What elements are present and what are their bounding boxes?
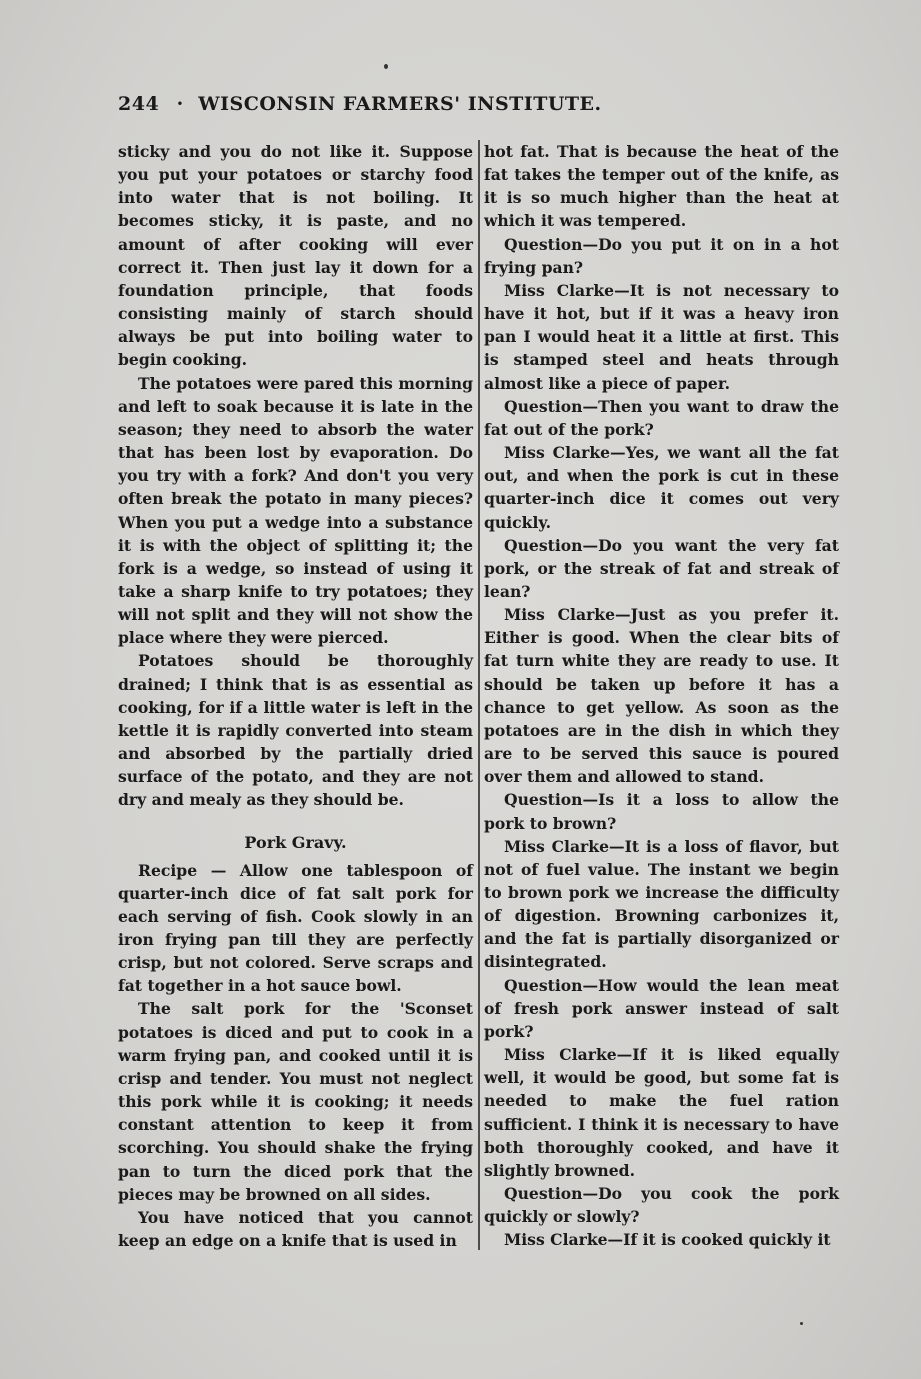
paragraph: The salt pork for the 'Sconset potatoes is diced and put to cook in a warm frying pan, and cooked until it is crisp and tender. You must not neglect this pork while it is cooking; it needs constant attention to keep it from scorching. You should shake the frying pan to turn the diced pork that the pieces may be browned on all sides. [118, 999, 473, 1204]
paragraph: Miss Clarke—Yes, we want all the fat out, and when the pork is cut in these quarter-inch dice it comes out very quickly. [484, 443, 839, 532]
paragraph: Question—How would the lean meat of fresh pork answer instead of salt pork? [484, 975, 839, 1041]
paragraph: Potatoes should be thoroughly drained; I think that is as essential as cooking, for if a little water is left in the kettle it is rapidly converted into steam and absorbed by the partially dried surface of the potato, and they are not dry and mealy as they should be. [118, 651, 473, 810]
paragraph: hot fat. That is because the heat of the fat takes the temper out of the knife, as it is so much higher than the heat at which it was tempered. [484, 142, 839, 231]
paragraph: Recipe — Allow one tablespoon of quarter-inch dice of fat salt pork for each serving of fish. Cook slowly in an iron frying pan till they are perfectly crisp, but not colored. Serve scraps and fat together in a hot sauce bowl. [118, 860, 473, 996]
running-header [118, 93, 678, 115]
running-title: WISCONSIN FARMERS' INSTITUTE. [198, 93, 602, 115]
section-heading: Pork Gravy. [244, 832, 347, 852]
paragraph: Miss Clarke—Just as you prefer it. Either is good. When the clear bits of fat turn white they are ready to use. It should be taken up before it has a chance to get yellow. As soon as the potatoes are in the dish in which they are to be served this sauce is poured over them and allowed to stand. [484, 605, 839, 787]
speck-top [384, 64, 388, 69]
column-divider [478, 140, 480, 1250]
speck-bottom-right [800, 1322, 803, 1325]
paragraph: sticky and you do not like it. Suppose you put your potatoes or starchy food into water that is not boiling. It becomes sticky, it is paste, and no amount of after cooking will ever correct it. Then just lay it down for a foundation principle, that foods consisting mainly of starch should always be put into boiling water to begin cooking. [118, 142, 473, 370]
paragraph: Miss Clarke—It is a loss of flavor, but not of fuel value. The instant we begin to brown pork we increase the difficulty of digestion. Browning carbonizes it, and the fat is partially disorganized or disintegrated. [484, 836, 839, 972]
paragraph: You have noticed that you cannot keep an edge on a knife that is used in [118, 1207, 473, 1251]
page-number: 244 [118, 93, 160, 115]
paragraph: Miss Clarke—If it is liked equally well, it would be good, but some fat is needed to make the fuel ration sufficient. I think it is necessary to have both thoroughly cooked, and have it slightly browned. [484, 1045, 839, 1180]
paragraph: Question—Do you want the very fat pork, or the streak of fat and streak of lean? [484, 535, 839, 601]
right-column [484, 140, 839, 1252]
left-column [118, 140, 473, 1252]
paragraph: Question—Do you cook the pork quickly or slowly? [484, 1184, 839, 1227]
paragraph: Question—Is it a loss to allow the pork to brown? [484, 790, 839, 833]
paragraph: Question—Then you want to draw the fat out of the pork? [484, 396, 839, 439]
header-separator: · [176, 93, 184, 115]
paragraph: The potatoes were pared this morning and left to soak because it is late in the season; they need to absorb the water that has been lost by evaporation. Do you try with a fork? And don't you very often break the potato in many pieces? When you put a wedge into a substance it is with the object of splitting it; the fork is a wedge, so instead of using it take a sharp knife to try potatoes; they will not split and they will not show the place where they were pierced. [118, 373, 473, 648]
paragraph: Miss Clarke—It is not necessary to have it hot, but if it was a heavy iron pan I would heat it a little at first. This is stamped steel and heats through almost like a piece of paper. [484, 280, 839, 393]
paragraph: Question—Do you put it on in a hot frying pan? [484, 234, 839, 277]
paragraph: Miss Clarke—If it is cooked quickly it [504, 1230, 831, 1250]
